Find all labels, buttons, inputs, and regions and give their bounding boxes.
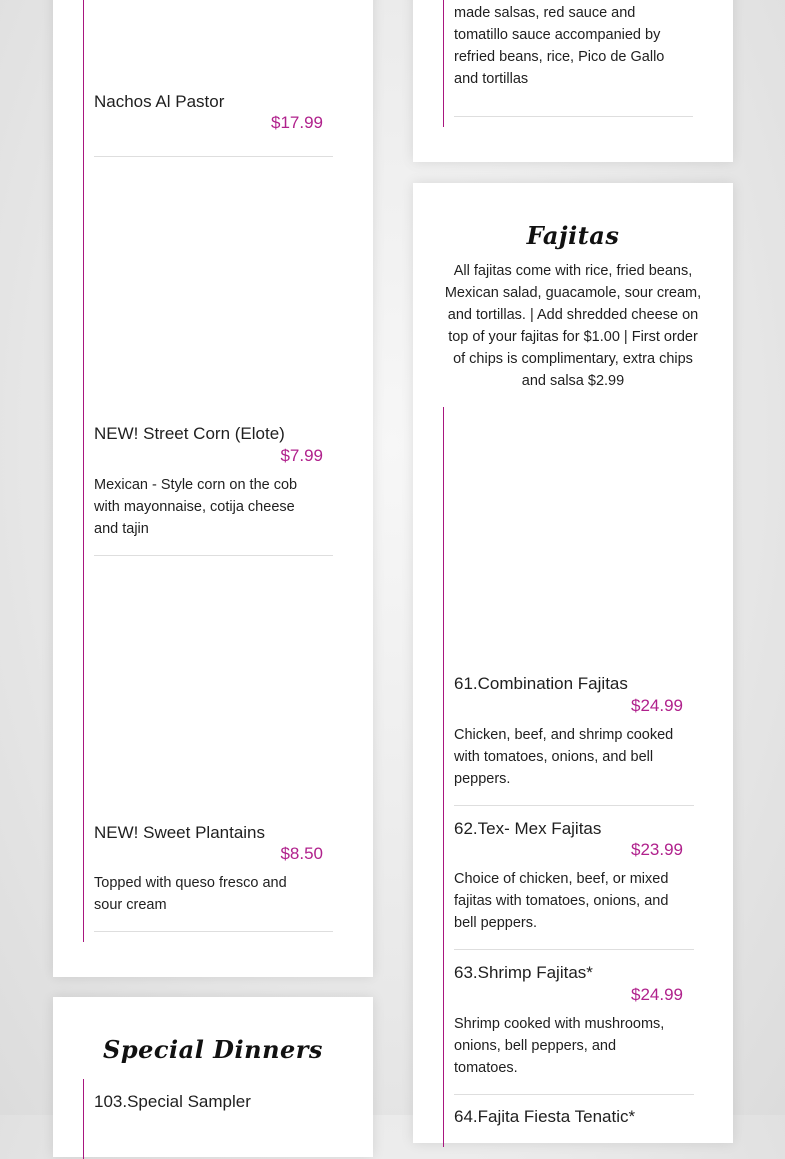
- item-name: NEW! Street Corn (Elote): [94, 424, 285, 443]
- special-dinners-card: [53, 997, 373, 1157]
- menu-rule: [443, 407, 444, 1147]
- fajitas-card: [413, 183, 733, 1143]
- section-note: All fajitas come with rice, fried beans, Mexican salad, guacamole, sour cream, and tortillas. | Add shredded cheese on top of your fajitas for $1.00 | First order of chips is complimentary, extra chips and salsa $2.99: [444, 263, 702, 389]
- item-separator: [454, 805, 694, 806]
- item-name: NEW! Sweet Plantains: [94, 823, 266, 842]
- item-name: 62.Tex- Mex Fajitas: [454, 819, 602, 838]
- item-name: Nachos Al Pastor: [94, 92, 225, 111]
- item-price: $17.99: [271, 113, 323, 132]
- item-name: 63.Shrimp Fajitas*: [454, 963, 593, 982]
- item-price: $24.99: [631, 985, 683, 1004]
- item-description: made salsas, red sauce and tomatillo sauce accompanied by refried beans, rice, Pico de Gallo and tortillas: [454, 5, 665, 87]
- item-name: 61.Combination Fajitas: [454, 674, 628, 693]
- item-description: Mexican - Style corn on the cob with mayonnaise, cotija cheese and tajin: [94, 477, 298, 537]
- item-description: Shrimp cooked with mushrooms, onions, bell peppers, and tomatoes.: [454, 1016, 665, 1076]
- item-price: $24.99: [631, 696, 683, 715]
- breakfast-card: [413, 0, 733, 162]
- menu-rule: [83, 0, 84, 942]
- section-title: Fajitas: [526, 221, 620, 250]
- item-description: Choice of chicken, beef, or mixed fajitas with tomatoes, onions, and bell peppers.: [454, 871, 669, 931]
- item-separator: [94, 555, 333, 556]
- item-separator: [454, 1094, 694, 1095]
- item-name[interactable]: 103.Special Sampler: [94, 1092, 251, 1111]
- section-title: Special Dinners: [103, 1035, 323, 1064]
- item-price: $23.99: [631, 840, 683, 859]
- menu-rule: [83, 1079, 84, 1159]
- item-name: 64.Fajita Fiesta Tenatic*: [454, 1107, 636, 1126]
- item-separator: [94, 156, 333, 157]
- item-separator: [454, 116, 693, 117]
- appetizers-card: [53, 0, 373, 977]
- item-separator: [94, 931, 333, 932]
- menu-rule: [443, 0, 444, 127]
- item-price: $8.50: [280, 844, 323, 863]
- item-description: Topped with queso fresco and sour cream: [94, 875, 287, 913]
- item-description: Chicken, beef, and shrimp cooked with tomatoes, onions, and bell peppers.: [454, 727, 674, 787]
- item-price: $7.99: [280, 446, 323, 465]
- item-separator: [454, 949, 694, 950]
